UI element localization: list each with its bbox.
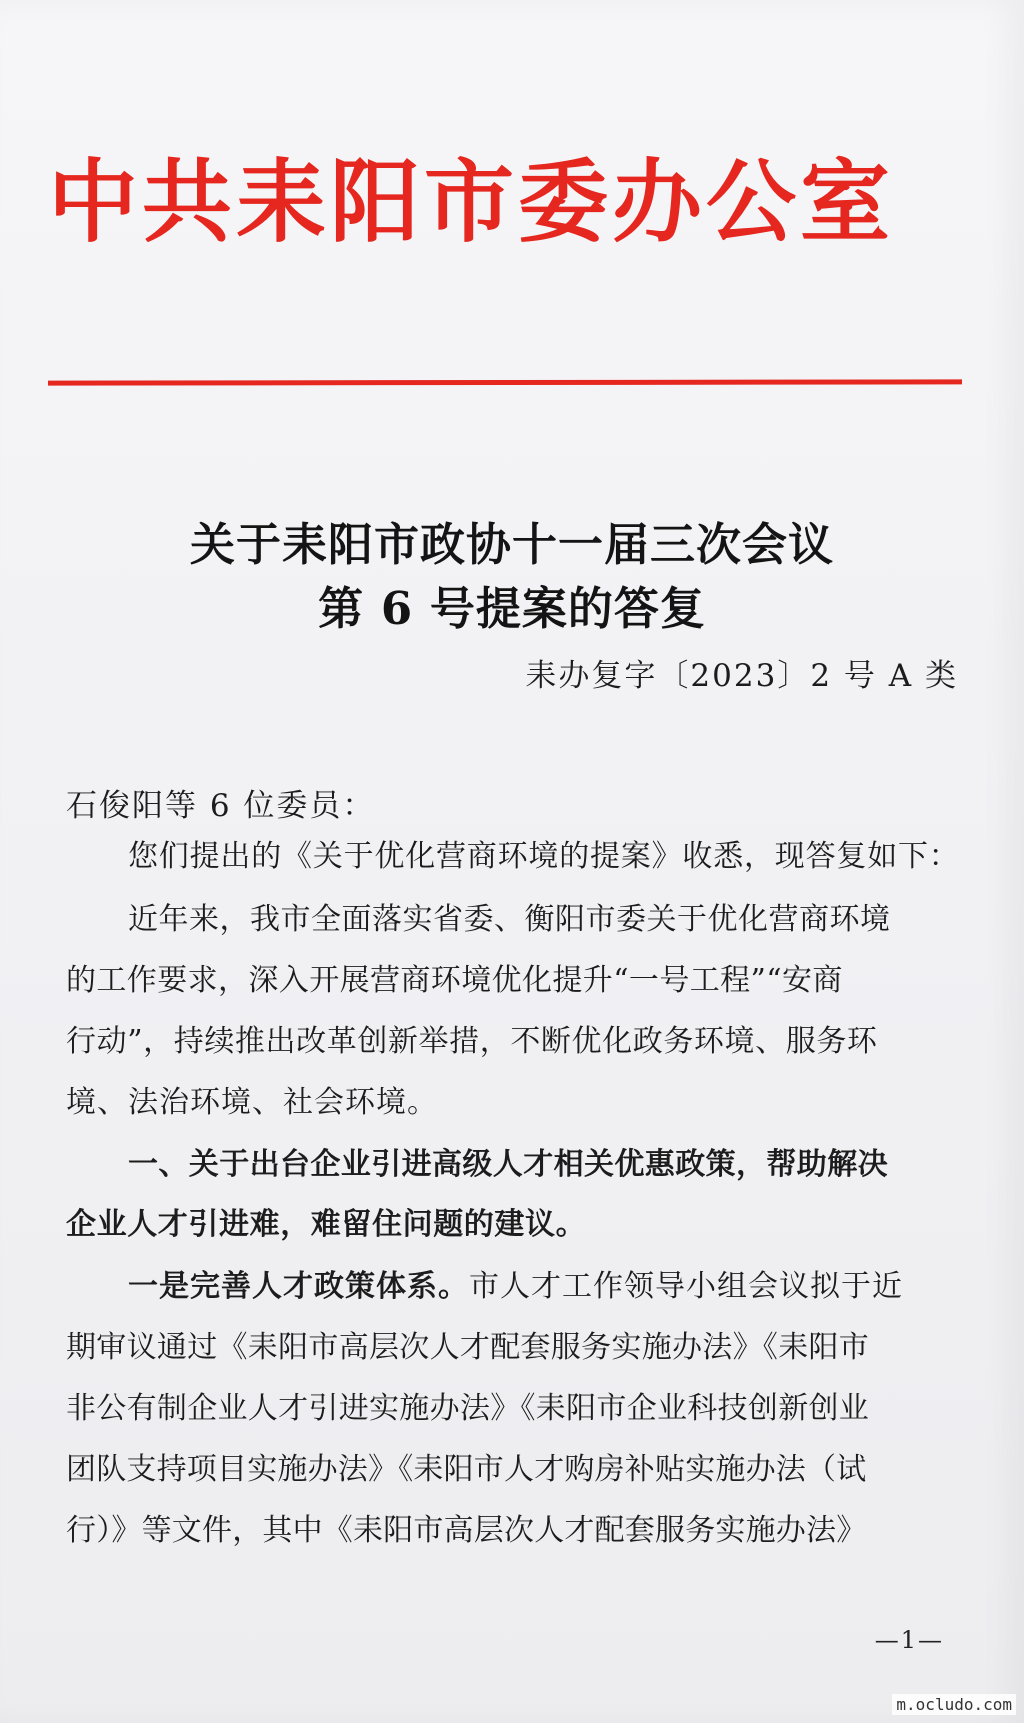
paragraph-2-lead: 一是完善人才政策体系。: [128, 1269, 469, 1304]
page-number: —1—: [874, 1626, 944, 1654]
section-1-heading-line-2: 企业人才引进难，难留住问题的建议。: [66, 1207, 587, 1242]
document-title-line-2: 第 6 号提案的答复: [318, 582, 706, 635]
paragraph-1-line-2: 的工作要求，深入开展营商环境优化提升“一号工程”“安商: [66, 963, 843, 998]
addressee: 石俊阳等 6 位委员：: [66, 788, 376, 824]
issuing-organization-header: 中共耒阳市委办公室: [48, 150, 894, 255]
paragraph-1-line-4: 境、法治环境、社会环境。: [66, 1085, 438, 1120]
paragraph-2-line-4: 团队支持项目实施办法》《耒阳市人才购房补贴实施办法（试: [66, 1452, 867, 1487]
red-divider-line: [48, 379, 962, 385]
document-number: 耒办复字〔2023〕2 号 A 类: [525, 658, 958, 694]
paragraph-2-line-3: 非公有制企业人才引进实施办法》《耒阳市企业科技创新创业: [66, 1391, 870, 1426]
document-title-line-1: 关于耒阳市政协十一届三次会议: [189, 518, 834, 571]
paragraph-2-line-2: 期审议通过《耒阳市高层次人才配套服务实施办法》《耒阳市: [66, 1330, 870, 1365]
paragraph-2-line-1-rest: 市人才工作领导小组会议拟于近: [469, 1269, 903, 1304]
intro-line: 您们提出的《关于优化营商环境的提案》收悉，现答复如下：: [128, 839, 960, 874]
watermark: m.ocludo.com: [892, 1694, 1016, 1715]
paragraph-2-line-5: 行）》等文件，其中《耒阳市高层次人才配套服务实施办法》: [66, 1513, 867, 1548]
paragraph-1-line-1: 近年来，我市全面落实省委、衡阳市委关于优化营商环境: [128, 902, 891, 937]
section-1-heading-line-1: 一、关于出台企业引进高级人才相关优惠政策，帮助解决: [128, 1147, 888, 1182]
paragraph-2-line-1: [128, 1269, 903, 1304]
paragraph-1-line-3: 行动”，持续推出改革创新举措，不断优化政务环境、服务环: [66, 1024, 878, 1059]
